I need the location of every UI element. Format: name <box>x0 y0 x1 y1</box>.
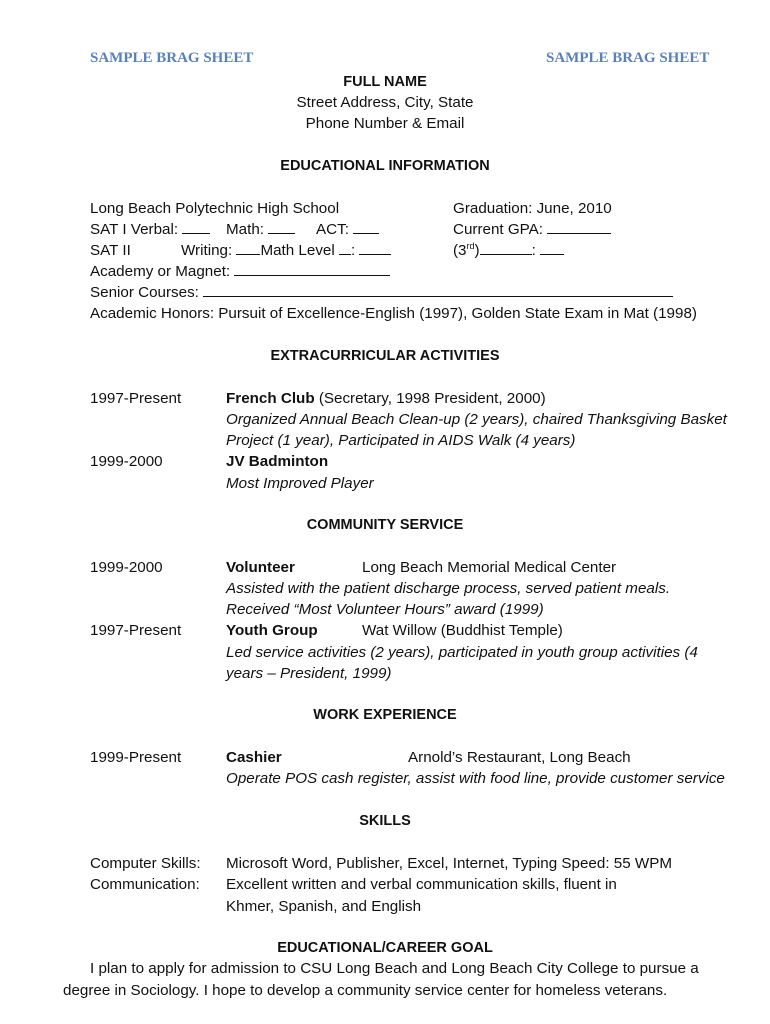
brag-sheet-title-left: SAMPLE BRAG SHEET <box>90 50 254 66</box>
sat1-verbal-blank <box>182 220 210 234</box>
communication-label: Communication: <box>90 876 200 893</box>
french-club-years: 1997-Present <box>90 390 182 407</box>
third-score-blank <box>540 241 564 255</box>
goal-line-2: degree in Sociology. I hope to develop a community service center for homeless veterans. <box>63 982 668 999</box>
third-open: (3 <box>453 242 467 259</box>
sat2-row <box>181 241 391 261</box>
sat1-verbal-row <box>90 220 210 240</box>
third-test-blank <box>480 241 532 255</box>
act-row <box>316 220 379 240</box>
communication-value-2: Khmer, Spanish, and English <box>226 898 422 915</box>
third-test-row <box>453 241 564 261</box>
third-colon: : <box>531 242 536 259</box>
sat1-verbal-label: SAT I Verbal: <box>90 221 179 238</box>
youth-group-desc-1: Led service activities (2 years), participated in youth group activities (4 <box>226 644 698 661</box>
third-sup: rd <box>466 240 475 251</box>
senior-courses-label: Senior Courses: <box>90 284 199 301</box>
brag-sheet-title-right: SAMPLE BRAG SHEET <box>546 50 710 66</box>
work-heading: WORK EXPERIENCE <box>313 707 457 723</box>
academy-row <box>90 262 390 282</box>
sat2-label: SAT II <box>90 242 131 259</box>
graduation-date: Graduation: June, 2010 <box>453 200 612 217</box>
act-label: ACT: <box>316 221 349 238</box>
badminton-desc: Most Improved Player <box>226 475 374 492</box>
youth-group-years: 1997-Present <box>90 622 182 639</box>
youth-group-title: Youth Group <box>226 622 318 639</box>
senior-courses-blank <box>203 283 673 297</box>
street-address: Street Address, City, State <box>296 94 474 111</box>
academy-label: Academy or Magnet: <box>90 263 231 280</box>
act-blank <box>353 220 379 234</box>
communication-value-1: Excellent written and verbal communication skills, fluent in <box>226 876 617 893</box>
badminton-years: 1999-2000 <box>90 453 163 470</box>
school-name: Long Beach Polytechnic High School <box>90 200 340 217</box>
senior-courses-row <box>90 283 673 303</box>
volunteer-desc-2: Received “Most Volunteer Hours” award (1999) <box>226 601 544 618</box>
cashier-title: Cashier <box>226 749 282 766</box>
academy-blank <box>234 262 390 276</box>
french-club-line <box>226 389 546 409</box>
sat1-math-label: Math: <box>226 221 264 238</box>
sat2-math-score-blank <box>359 241 391 255</box>
sat2-writing-label: Writing: <box>181 242 233 259</box>
goal-heading: EDUCATIONAL/CAREER GOAL <box>277 940 493 956</box>
sat2-math-level-blank <box>339 241 351 255</box>
french-club-title: French Club <box>226 390 315 407</box>
cashier-desc: Operate POS cash register, assist with food line, provide customer service <box>226 770 725 787</box>
computer-skills-label: Computer Skills: <box>90 855 201 872</box>
sat1-math-row <box>226 220 295 240</box>
volunteer-years: 1999-2000 <box>90 559 163 576</box>
skills-heading: SKILLS <box>359 813 411 829</box>
volunteer-title: Volunteer <box>226 559 295 576</box>
gpa-row <box>453 220 611 240</box>
community-heading: COMMUNITY SERVICE <box>306 517 464 533</box>
french-club-detail: (Secretary, 1998 President, 2000) <box>314 390 546 407</box>
cashier-years: 1999-Present <box>90 749 182 766</box>
french-club-desc-2: Project (1 year), Participated in AIDS Walk (4 years) <box>226 432 576 449</box>
volunteer-place: Long Beach Memorial Medical Center <box>362 559 617 576</box>
education-heading: EDUCATIONAL INFORMATION <box>280 158 490 174</box>
phone-email: Phone Number & Email <box>305 115 465 132</box>
sat2-math-colon: : <box>350 242 356 259</box>
youth-group-desc-2: years – President, 1999) <box>226 665 392 682</box>
third-close: ) <box>474 242 480 259</box>
sat2-math-label: Math Level <box>260 242 335 259</box>
volunteer-desc-1: Assisted with the patient discharge process, served patient meals. <box>226 580 671 597</box>
cashier-place: Arnold’s Restaurant, Long Beach <box>408 749 631 766</box>
french-club-desc-1: Organized Annual Beach Clean-up (2 years), chaired Thanksgiving Basket <box>226 411 727 428</box>
academic-honors: Academic Honors: Pursuit of Excellence-English (1997), Golden State Exam in Mat (1998) <box>90 305 697 322</box>
gpa-label: Current GPA: <box>453 221 544 238</box>
badminton-title: JV Badminton <box>226 453 329 470</box>
full-name: FULL NAME <box>343 74 427 90</box>
youth-group-place: Wat Willow (Buddhist Temple) <box>362 622 563 639</box>
extracurricular-heading: EXTRACURRICULAR ACTIVITIES <box>270 348 500 364</box>
sat2-writing-blank <box>236 241 260 255</box>
goal-line-1: I plan to apply for admission to CSU Long Beach and Long Beach City College to pursue a <box>90 960 699 977</box>
computer-skills-value: Microsoft Word, Publisher, Excel, Internet, Typing Speed: 55 WPM <box>226 855 672 872</box>
sat1-math-blank <box>268 220 295 234</box>
gpa-blank <box>547 220 611 234</box>
